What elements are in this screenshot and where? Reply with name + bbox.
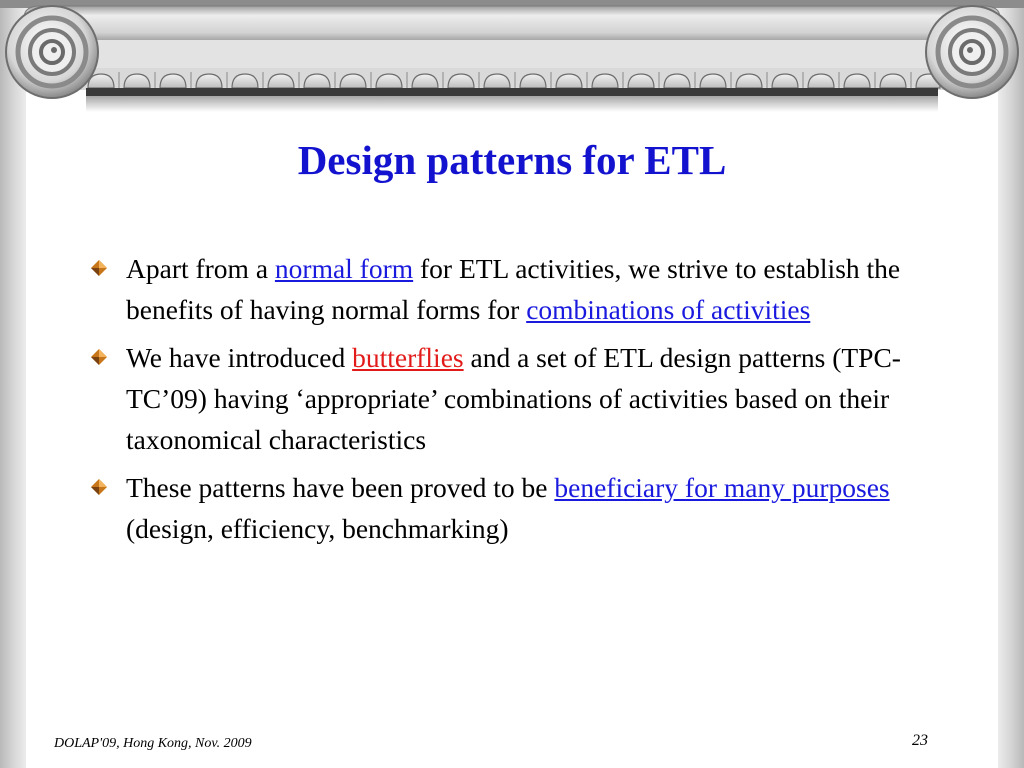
link-combinations-of-activities[interactable]: combinations of activities — [526, 294, 811, 325]
scroll-volute-icon — [6, 6, 98, 98]
bullet-text: Apart from a — [126, 253, 275, 284]
link-beneficiary-for-many-purposes[interactable]: beneficiary for many purposes — [554, 472, 890, 503]
bullet-text: These patterns have been proved to be — [126, 472, 555, 503]
page-number: 23 — [912, 732, 928, 749]
ionic-capital-decoration — [0, 0, 1024, 120]
bullet-text: (design, efficiency, benchmarking) — [126, 513, 509, 544]
diamond-bullet-icon — [90, 348, 108, 366]
scroll-volute-icon — [926, 6, 1018, 98]
egg-and-dart-row — [70, 68, 950, 112]
slide-title: Design patterns for ETL — [297, 137, 727, 183]
footer-conference: DOLAP'09, Hong Kong, Nov. 2009 — [54, 736, 252, 751]
bullet-item — [84, 467, 934, 549]
bullet-text: for ETL activities, we strive to establish the benefits of having normal forms for — [126, 253, 901, 325]
bullet-text: We have introduced — [126, 342, 353, 373]
bullet-item — [84, 248, 934, 330]
bullet-item — [84, 337, 934, 460]
diamond-bullet-icon — [90, 478, 108, 496]
link-normal-form[interactable]: normal form — [274, 253, 414, 284]
link-butterflies[interactable]: butterflies — [352, 342, 464, 373]
bullet-list — [84, 248, 934, 556]
bullet-text: and a set of ETL design patterns (TPC-TC’09) having ‘appropriate’ combinations of activities based on their taxonomical characteristics — [126, 342, 901, 455]
diamond-bullet-icon — [90, 259, 108, 277]
